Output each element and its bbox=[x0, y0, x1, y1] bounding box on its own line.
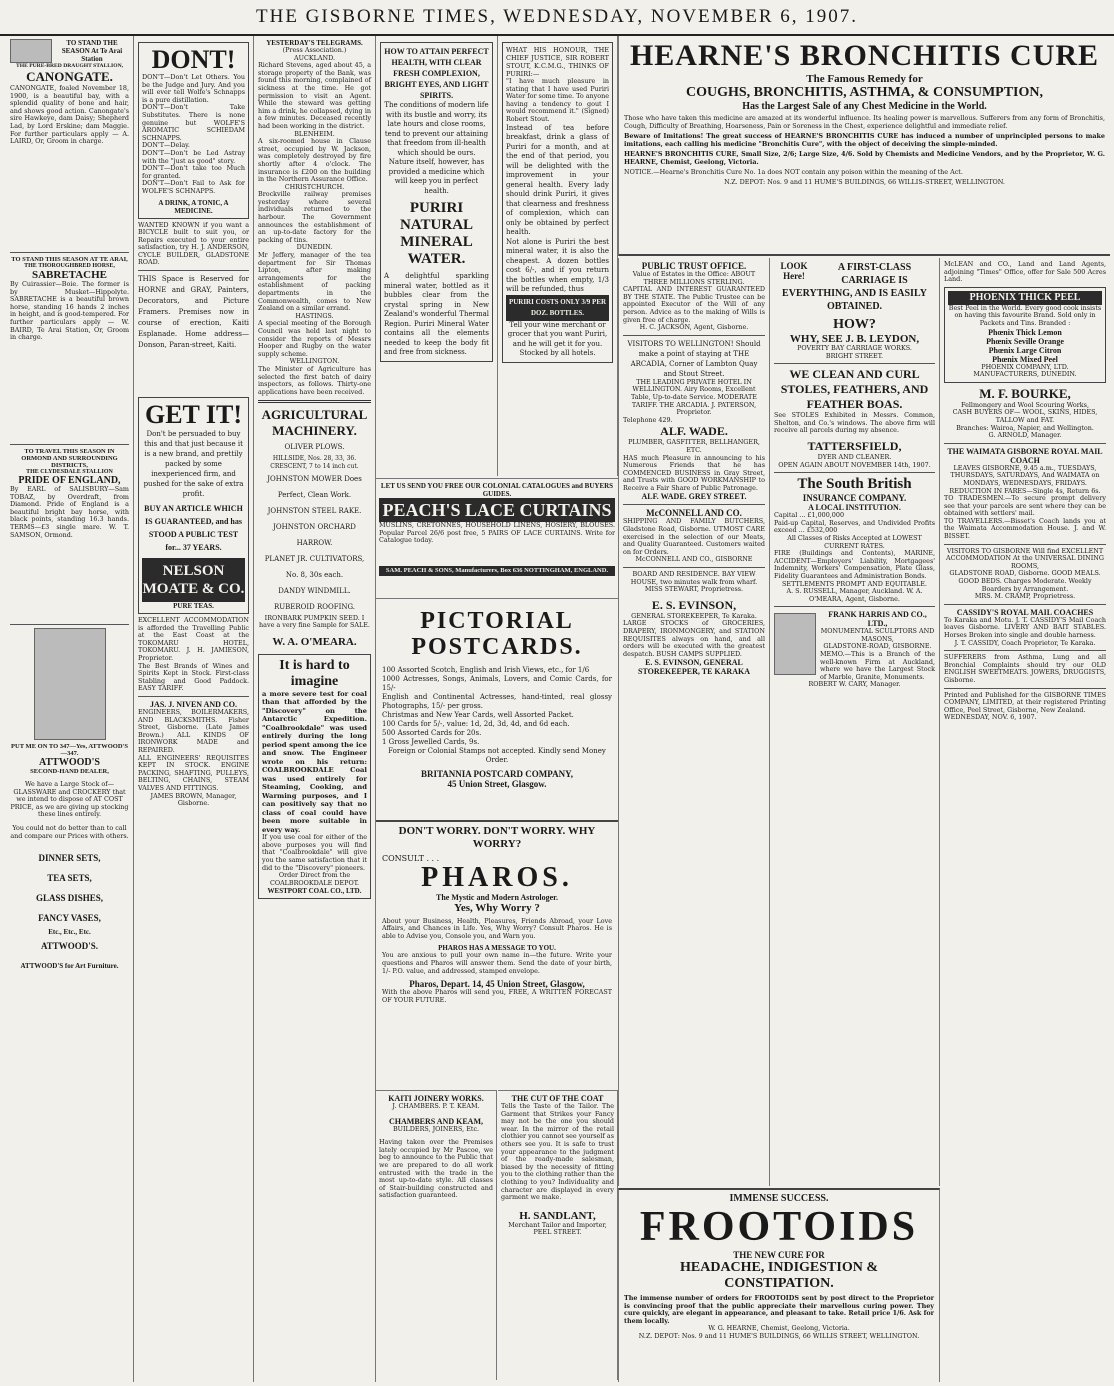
pharos-worry: DON'T WORRY. DON'T WORRY. WHY WORRY? bbox=[398, 825, 596, 850]
hearne-sizes: HEARNE'S BRONCHITIS CURE, Small Size, 2/6; Large Size, 4/6. Sold by Chemists and Medicine Vendors, and by the Proprietor, W. G. HEARNE, Chemist, Geelong, Victoria. bbox=[624, 150, 1105, 166]
postcard-ad bbox=[376, 598, 618, 798]
kaiti-body: Having taken over the Premises lately occupied by Mr Pascoe, we beg to announce to the Public that we are prepared to do all work entrusted with the trade in the most up-to-date style. All classes of Stair-building constructed and satisfaction guaranteed. bbox=[379, 1138, 493, 1200]
pharos-body: About your Business, Health, Pleasures, Friends Abroad, your Love Affairs, and Chances in Life. Yes, Why Worry? Consult Pharos. He is able to Advise you, Console you, and Warn you. bbox=[382, 916, 612, 940]
peach-title: PEACH'S LACE CURTAINS bbox=[379, 498, 615, 522]
evinson-title: E. S. EVINSON, bbox=[651, 597, 737, 612]
horse-body: CANONGATE, foaled November 18, 1900, is a beautiful bay, with a splendid quality of bone and hair, and shows good action. Canongate's sire Hawkeye, dam Daisy; Shepherd Lad, by Lord Erskine; dam Maggie. For further particulars apply — A. LAIRD, Or, Groom in charge. bbox=[10, 85, 129, 146]
printed-notice: Printed and Published for the GISBORNE TIMES COMPANY, LIMITED, at their registered Printing Office, Peel Street, Gisborne, New Zealand. bbox=[944, 690, 1106, 714]
list-item: ATTWOOD'S. bbox=[40, 941, 99, 952]
list-item: DON'T—Don't Fail to Ask for WOLFE'S SCHNAPPS. bbox=[142, 179, 245, 195]
list-item: 1 Gross Jewelled Cards, 9s. bbox=[382, 738, 480, 746]
list-item: 1000 Actresses, Songs, Animals, Lovers, and Comic Cards, for 15/- bbox=[382, 675, 612, 692]
cassidy-title: CASSIDY'S ROYAL MAIL COACHES bbox=[956, 607, 1094, 617]
kaiti-firm-sub: BUILDERS, JOINERS, Etc. bbox=[392, 1124, 480, 1133]
divider bbox=[623, 335, 765, 336]
column-7 bbox=[770, 258, 940, 1186]
niven-title: JAS. J. NIVEN AND CO. bbox=[150, 700, 237, 709]
phoenix-title: PHOENIX THICK PEEL bbox=[948, 291, 1102, 305]
list-item: 500 Assorted Cards for 20s. bbox=[382, 729, 482, 737]
mcconnell-body: SHIPPING AND FAMILY BUTCHERS, Gladstone Road, Gisborne. UTMOST CARE exercised in the selection of our Meats, and Quality Guaranteed. Customers waited on for Orders. bbox=[623, 517, 765, 556]
visitors-ad: VISITORS TO WELLINGTON! Should make a point of staying at THE ARCADIA, Corner of Lambton Quay and Stout Street. bbox=[627, 339, 761, 378]
divider bbox=[944, 544, 1106, 545]
masthead: THE GISBORNE TIMES, WEDNESDAY, NOVEMBER 6, 1907. bbox=[0, 0, 1114, 36]
insurance-capital: Capital ... £1,000,000 bbox=[774, 511, 845, 520]
frootoids-body: The immense number of orders for FROOTOIDS sent by post direct to the Proprietor is convincing proof that the public appreciate their marvellous curing power. They cure quickly, are elegant in appearance, and pleasant to take. Retail price 1/6. Ask for them locally. bbox=[624, 1294, 934, 1325]
wade-title: ALF. WADE. bbox=[660, 424, 728, 439]
pharos-address-tail: With the above Pharos will send you, FREE, A WRITTEN FORECAST OF YOUR FUTURE. bbox=[382, 988, 612, 1004]
list-item: DINNER SETS, bbox=[38, 853, 101, 864]
atwood-slogan: PUT ME ON TO 347—Yes, ATTWOOD'S—347. bbox=[11, 743, 128, 757]
list-item: TEA SETS, bbox=[47, 873, 92, 884]
horse-body: By EARL of SALISBURY—Sam TOBAZ, by Overdraft, from Diamond. Pride of England is a beautiful bright bay horse, with black points, standing 16.3 hands. TERMS—£3 single mare. W. T. SAMSON, Ormond. bbox=[10, 486, 129, 539]
insurance-body: FIRE (Buildings and Contents), MARINE, ACCIDENT—Employers' Liability, Mortgagees' Indemnity, Workers' Compensation, Plate Glass, Fidelity Guarantees and Administration Bonds. bbox=[774, 549, 935, 580]
postcard-title: PICTORIAL POSTCARDS. bbox=[411, 608, 583, 660]
divider bbox=[10, 624, 129, 625]
column-4 bbox=[376, 36, 498, 476]
column-3 bbox=[254, 36, 376, 1382]
divider bbox=[944, 443, 1106, 444]
coach-title: THE WAIMATA GISBORNE ROYAL MAIL COACH bbox=[947, 446, 1103, 465]
leydon-title: WHY, SEE J. B. LEYDON, bbox=[789, 333, 920, 345]
list-item: Foreign or Colonial Stamps not accepted. Kindly send Money Order. bbox=[388, 747, 606, 764]
carriage-ad: A FIRST-CLASS CARRIAGE IS EVERYTHING, AND IS EASILY OBTAINED. bbox=[782, 262, 927, 312]
horse-subtitle: THE PURE-BRED DRAUGHT STALLION, bbox=[15, 63, 124, 69]
horse-subtitle: THE THOROUGHBRED HORSE, bbox=[24, 263, 115, 269]
place-heading: DUNEDIN. bbox=[296, 243, 333, 252]
hearne-depot: N.Z. DEPOT: Nos. 9 and 11 HUME'S BUILDINGS, 66 WILLIS-STREET, WELLINGTON. bbox=[724, 178, 1005, 187]
news-item: A six-roomed house in Clause street, occupied by W. Jackson, was completely destroyed by fire shortly after 4 o'clock. The insurance is £200 on the building in the Northern Assurance Office. bbox=[258, 137, 371, 184]
honour-body: "I have much pleasure in stating that I have used Puriri Water for some time. To anyone having a tendency to gout I would recommend it." (Signed) Robert Stout. bbox=[506, 77, 610, 123]
leydon-sub: POVERTY BAY CARRIAGE WORKS. bbox=[797, 344, 912, 352]
getit-title: GET IT! bbox=[144, 400, 243, 430]
harris-street: GLADSTONE-ROAD, GISBORNE. bbox=[823, 642, 932, 651]
hearne-ad bbox=[618, 36, 1110, 256]
peach-body: MUSLINS, CRETONNES, HOUSEHOLD LINENS, HOSIERY, BLOUSES. Popular Parcel 26/6 post free, 5 PAIRS OF LACE CURTAINS. Write for Catalogue today. bbox=[379, 522, 615, 545]
list-item: Phœnix Thick Lemon bbox=[988, 327, 1062, 337]
costs-tail: Tell your wine merchant or grocer that you want Puriri, and he will get it for you. Stocked by all hotels. bbox=[507, 320, 608, 358]
pharos-title: PHAROS. bbox=[421, 861, 573, 893]
frootoids-immense: IMMENSE SUCCESS. bbox=[729, 1193, 829, 1204]
hotel-more: The Best Brands of Wines and Spirits Kept in Stock. First-class Stabling and Good Paddock. EASY TARIFF. bbox=[138, 661, 249, 693]
ag-title: AGRICULTURAL MACHINERY. bbox=[261, 407, 368, 439]
tattersfield-title: TATTERSFIELD, bbox=[807, 438, 902, 453]
evinson-footer: E. S. EVINSON, GENERAL STOREKEEPER, TE KARAKA bbox=[638, 658, 750, 677]
hearne-body: Those who have taken this medicine are amazed at its wonderful influence. Its healing power is marvellous. Sufferers from any form of Bronchitis, Cough, Difficulty of Breathing, Hoarseness, Pain or Soreness in the Chest, experience delightful and immediate relief. bbox=[624, 114, 1105, 130]
list-item: DON'T—Don't Take Substitutes. There is none genuine but WOLFE'S AROMATIC SCHIEDAM SCHNAPPS. bbox=[142, 103, 245, 142]
list-item: JOHNSTON STEEL RAKE. bbox=[267, 506, 362, 515]
list-item: English and Continental Actresses, hand-tinted, real glossy Photographs, 15/- per gross. bbox=[382, 693, 612, 710]
list-item: OLIVER PLOWS. bbox=[284, 443, 345, 452]
divider bbox=[138, 696, 249, 697]
trust-footer: H. C. JACKSON, Agent, Gisborne. bbox=[639, 323, 749, 332]
dealer-illustration bbox=[34, 628, 106, 740]
phoenix-footer: PHOENIX COMPANY, LTD. MANUFACTURERS, DUNEDIN. bbox=[973, 362, 1077, 379]
travel-notice: TO TRAVEL THIS SEASON IN ORMOND AND SURROUNDING DISTRICTS, bbox=[21, 448, 118, 469]
postcard-address: 45 Union Street, Glasgow. bbox=[447, 779, 547, 789]
divider bbox=[623, 567, 765, 568]
horse-title: SABRETACHE bbox=[32, 269, 107, 281]
imagine-tail: If you use coal for either of the above purposes you will find that "Coalbrookdale" will give you the same satisfaction that it did to the "Discovery" pioneers. bbox=[262, 833, 367, 872]
asthma-ad: SUFFERERS from Asthma, Lung and all Bronchial Complaints should try our OLD ENGLISH SWEETMEATS. JOWERS, DRUGGISTS, Gisborne. bbox=[944, 653, 1106, 684]
peach-footer: SAM. PEACH & SONS, Manufacturers, Box 636 NOTTINGHAM, ENGLAND. bbox=[379, 566, 615, 576]
place-heading: HASTINGS. bbox=[295, 311, 334, 320]
divider bbox=[10, 444, 129, 445]
news-item: Brockville railway premises yesterday where several individuals returned to the harbour. The Government announces the establishment of an up-to-date factory for the packing of tins. bbox=[258, 190, 371, 244]
trust-value: Value of Estates in the Office: ABOUT THREE MILLIONS STERLING. bbox=[632, 270, 756, 286]
divider bbox=[774, 472, 935, 473]
telephone: Telephone 429. bbox=[623, 415, 673, 424]
pharos-ad bbox=[376, 820, 618, 1068]
puriri-head: HOW TO ATTAIN PERFECT HEALTH, WITH CLEAR FRESH COMPLEXION, BRIGHT EYES, AND LIGHT SPIRITS. bbox=[384, 47, 489, 100]
bourke-title: M. F. BOURKE, bbox=[979, 385, 1071, 401]
hearne-title: HEARNE'S BRONCHITIS CURE bbox=[629, 39, 1100, 72]
list-item: JOHNSTON MOWER Does Perfect, Clean Work. bbox=[267, 474, 362, 499]
horse-title: PRIDE OF ENGLAND, bbox=[18, 475, 121, 486]
tailor-name: H. SANDLANT, bbox=[519, 1209, 596, 1222]
dining-body: GLADSTONE ROAD, Gisborne. GOOD MEALS. GOOD BEDS. Charges Moderate. Weekly Boarders by Arrangement. bbox=[949, 569, 1101, 593]
frootoids-ad bbox=[618, 1188, 940, 1382]
mcconnell-title: McCONNELL AND CO. bbox=[646, 508, 742, 519]
list-item: PLANET JR. CULTIVATORS, No. 8, 30s each. bbox=[264, 554, 365, 579]
dining-footer: MRS. M. CRAMP, Proprietress. bbox=[974, 592, 1076, 601]
board-ad: BOARD AND RESIDENCE. BAY VIEW HOUSE, two minutes walk from wharf. MISS STEWART, Proprietress. bbox=[630, 570, 758, 594]
column-2 bbox=[134, 36, 254, 1382]
column-6 bbox=[618, 258, 770, 1186]
stand-notice: TO STAND THE SEASON At Te Arai Station bbox=[61, 39, 123, 63]
postcard-company: BRITANNIA POSTCARD COMPANY, bbox=[420, 769, 574, 779]
list-item: DON'T—Don't Let Others. You be the Judge and Jury. And you will ever tell Wolfe's Schnapps is a pure distillation. bbox=[142, 73, 245, 104]
place-heading: BLENHEIM. bbox=[294, 129, 335, 138]
puriri-tail: A delightful sparkling mineral water, bottled as it bubbles clear from the crystal spring in New Zealand's wonderful Thermal Region. Puriri Mineral Water contains all the elements needed to keep the body fit and free from sickness. bbox=[384, 272, 489, 356]
divider bbox=[774, 363, 935, 364]
place-heading: AUCKLAND. bbox=[293, 53, 336, 62]
dont-footer: A DRINK, A TONIC, A MEDICINE. bbox=[158, 198, 229, 215]
nelson-sub: PURE TEAS. bbox=[173, 602, 214, 611]
harris-sub: MONUMENTAL SCULPTORS AND MASONS, bbox=[820, 627, 935, 643]
insurance-paidup: Paid-up Capital, Reserves, and Undivided Profits exceed ... £532,000 bbox=[774, 518, 935, 535]
tattersfield-open: OPEN AGAIN ABOUT NOVEMBER 14th, 1907. bbox=[778, 460, 931, 469]
hotel-ad: EXCELLENT ACCOMMODATION is afforded the Travelling Public at the East Coast at the TOKOMARU HOTEL, TOKOMARU. J. H. JAMIESON, Proprietor. bbox=[138, 616, 249, 663]
divider bbox=[944, 688, 1106, 689]
tattersfield-sub: DYER AND CLEANER. bbox=[817, 452, 892, 461]
bourke-manager: G. ARNOLD, Manager. bbox=[988, 431, 1062, 440]
frootoids-cure: HEADACHE, INDIGESTION & CONSTIPATION. bbox=[680, 1260, 878, 1291]
mclean-ad: McLEAN and CO., Land and Land Agents, adjoining "Times" Office, offer for Sale 500 Acres Land. bbox=[944, 260, 1106, 284]
column-1 bbox=[6, 36, 134, 1382]
list-item: Phœnix Seville Orange bbox=[986, 336, 1064, 346]
nelson-logo: NELSON MOATE & CO. bbox=[142, 558, 245, 602]
pharos-subtitle: The Mystic and Modern Astrologer. bbox=[436, 892, 558, 902]
column-5 bbox=[498, 36, 618, 476]
mcconnell-footer: McCONNELL AND CO., GISBORNE bbox=[635, 555, 753, 564]
evinson-sub: GENERAL STOREKEEPER, Te Karaka. bbox=[631, 611, 757, 620]
puriri-costs: PURIRI COSTS ONLY 3/9 PER DOZ. BOTTLES. bbox=[506, 295, 609, 321]
horse-icon bbox=[10, 39, 52, 63]
list-item: Phœnix Mixed Peel bbox=[992, 354, 1058, 364]
honour-tail2: Not alone is Puriri the best mineral water, it is also the cheapest. A dozen bottles cost 6/-, and if you return the bottles when empty, 1/3 will be refunded, thus bbox=[506, 237, 609, 294]
list-item: 100 Assorted Scotch, English and Irish Views, etc., for 1/6 bbox=[382, 666, 590, 674]
phoenix-body: Best Peel in the World. Every good cook insists on having this favourite Brand. Sold only in Packets and Tins. Branded : bbox=[948, 303, 1102, 327]
atwood-call: You could not do better than to call and compare our Prices with others. bbox=[10, 823, 129, 840]
insurance-managers: A. S. RUSSELL, Manager, Auckland. W. A. O'MEARA, Agent, Gisborne. bbox=[786, 587, 923, 603]
issue-date: WEDNESDAY, NOV. 6, 1907. bbox=[944, 713, 1037, 722]
painters-ad: THIS Space is Reserved for HORNE and GRAY, Painters, Decorators, and Picture Framers. Premises now in course of erection, Kaiti Esplanade. Home address—Donson, Paran-street, Kaiti. bbox=[138, 275, 249, 350]
tradesmen-notice: TO TRADESMEN.—To secure prompt delivery see that your parcels are sent where they can be obtained with settlers' mail. bbox=[944, 494, 1106, 518]
bourke-sub: Fellmongery and Wool Scouring Works, bbox=[961, 400, 1089, 409]
insurance-risks: All Classes of Risks Accepted at LOWEST CURRENT RATES. bbox=[787, 533, 922, 550]
imagine-order: Order Direct from the COALBROOKDALE DEPOT. bbox=[269, 871, 360, 887]
frootoids-depot: N.Z. DEPOT: Nos. 9 and 11 HUME'S BUILDINGS, 66 WILLIS STREET, WELLINGTON. bbox=[638, 1331, 920, 1340]
honour-tail: Instead of tea before breakfast, drink a glass of Puriri for a month, and at the end of that period, you will be delighted with the improvement in your general health. Every lady should drink Puriri, it gives that clearness and freshness of complexion, which can only be obtained by perfect health. bbox=[506, 123, 609, 237]
list-item: Christmas and New Year Cards, well Assorted Packet. bbox=[382, 711, 574, 719]
list-item: FANCY VASES, bbox=[38, 913, 101, 924]
wade-trades: PLUMBER, GASFITTER, BELLHANGER, ETC. bbox=[628, 438, 760, 454]
pharos-msg-body: You are anxious to pull your own name in—the future. Write your questions and Pharos will answer them. Send the date of your birth, 1/- P.O. value, and addressed, stamped envelope. bbox=[382, 951, 612, 975]
how-label: HOW? bbox=[833, 317, 876, 332]
telegrams-title: YESTERDAY'S TELEGRAMS. bbox=[266, 39, 363, 47]
insurance-settle: SETTLEMENTS PROMPT AND EQUITABLE. bbox=[782, 579, 927, 588]
insurance-local: A LOCAL INSTITUTION. bbox=[808, 503, 901, 513]
imagine-body: a more severe test for coal than that afforded by the "Discovery" on the Antarctic Expedition. "Coalbrookdale" was used entirely during the long period spent among the ice and snow. The Engineer wrote on his return: COALBROOKDALE Coal was used entirely for Steaming, Cooking, and Warming purposes, and I can positively say that no class of coal could have been more suitable in every way. bbox=[262, 689, 367, 834]
frootoids-sub: THE NEW CURE FOR bbox=[733, 1250, 825, 1260]
bourke-branches: Branches: Wairoa, Napier, and Wellington. bbox=[956, 423, 1094, 432]
horse-subtitle: THE CLYDESDALE STALLION bbox=[26, 469, 113, 475]
frootoids-title: FROOTOIDS bbox=[639, 1204, 919, 1250]
phoenix-ad bbox=[944, 287, 1106, 383]
list-item: DON'T—Don't take too Much for granted. bbox=[142, 164, 245, 180]
monument-illustration bbox=[774, 613, 816, 675]
tailor-sub: Merchant Tailor and Importer, bbox=[508, 1220, 607, 1229]
place-heading: WELLINGTON. bbox=[289, 357, 340, 366]
peach-top: LET US SEND YOU FREE OUR COLONIAL CATALOGUES and BUYERS GUIDES. bbox=[380, 482, 614, 498]
atwood-footer: ATTWOOD'S for Art Furniture. bbox=[20, 962, 119, 971]
niven-stock: ALL ENGINEERS' REQUISITES KEPT IN STOCK. ENGINE PACKING, SHAFTING, PULLEYS, BELTING, CHAINS, STEAM VALVES AND FITTINGS. bbox=[138, 753, 249, 792]
insurance-title: The South British bbox=[797, 476, 912, 493]
list-item: 100 Cards for 5/-, value: 1d, 2d, 3d, 4d, and 6d each. bbox=[382, 720, 570, 728]
stoles-body: See STOLES Exhibited in Messrs. Common, Shelton, and Co.'s windows. The above firm will receive all parcels during my absence. bbox=[774, 411, 935, 435]
news-item: Mr Jeffery, manager of the tea department for Sir Thomas Lipton, after making arrangements for the establishment of packing departments in the Commonwealth, comes to New Zealand on a similar errand. bbox=[258, 251, 371, 313]
kaiti-title: KAITI JOINERY WORKS. bbox=[388, 1094, 484, 1103]
coal-ad bbox=[258, 654, 371, 900]
kaiti-names: J. CHAMBERS. P. T. KEAM. bbox=[392, 1102, 480, 1110]
divider bbox=[944, 604, 1106, 605]
tailor-title: THE CUT OF THE COAT bbox=[511, 1094, 604, 1103]
news-item: The Minister of Agriculture has selected the first batch of dairy inspectors, as follows. Thirty-one applications have been received. bbox=[258, 364, 371, 396]
look-label: LOOK Here! bbox=[780, 261, 808, 281]
evinson-body: LARGE STOCKS of GROCERIES, DRAPERY, IRONMONGERY, and STATION REQUISITES always on hand, and all orders will be executed with the greatest despatch. BUSH CAMPS SUPPLIED. bbox=[623, 619, 765, 658]
harris-body: MEMO.—This is a Branch of the well-known Firm at Auckland, where we have the Largest Stock of Marble, Granite, Monuments. bbox=[820, 650, 935, 681]
horse-body: By Cuirassier—Boie. The former is by Musket—Hippolyte. SABRETACHE is a beautiful brown horse, standing 16 hands 2 inches in height, and is good-tempered. For further particulars apply — W. BAIRD, Te Arai Station, Or, Groom in charge. bbox=[10, 281, 129, 342]
news-item: Richard Stevens, aged about 45, a storage property of the Bank, was found this morning, complained of sickness at the time. He got permission to visit an Agent. While the steward was getting him a drink, he collapsed, dying in a few minutes. Deceased recently had been working in the district. bbox=[258, 61, 371, 130]
imagine-footer: WESTPORT COAL CO., LTD. bbox=[267, 887, 362, 896]
dont-title: DONT! bbox=[151, 45, 236, 74]
stand-notice: TO STAND THIS SEASON AT TE ARAI, bbox=[11, 256, 128, 263]
hearne-sub: The Famous Remedy for bbox=[806, 73, 923, 85]
imagine-title: It is hard to imagine bbox=[279, 657, 350, 689]
hearne-notice: NOTICE.—Hearne's Bronchitis Cure No. 1a does NOT contain any poison within the meaning of the Act. bbox=[624, 167, 963, 176]
list-item: DON'T—Don't be Led Astray with the "just as good" story. bbox=[142, 148, 245, 165]
tailor-body: Tells the Taste of the Tailor. The Garment that Strikes your Fancy may not be the one you should wear. In the mirror of the retail clothier you cannot see yourself as others see you. It is safe to trust your appearance to the judgment of the ready-made salesman, biased by the necessity of fitting you to the clothing rather than the clothing to you? Individuality and character are displayed in every garment we make. bbox=[501, 1102, 614, 1202]
wade-footer: ALF. WADE. GREY STREET. bbox=[641, 492, 747, 502]
list-item: Phœnix Large Citron bbox=[988, 345, 1062, 355]
list-item: JOHNSTON ORCHARD HARROW. bbox=[273, 522, 356, 547]
telegrams-source: (Press Association.) bbox=[282, 46, 347, 54]
pharos-consult: CONSULT . . . bbox=[382, 854, 440, 863]
tailor-ad bbox=[498, 1090, 618, 1380]
stoles-ad: WE CLEAN AND CURL STOLES, FEATHERS, AND FEATHER BOAS. bbox=[780, 367, 929, 412]
divider bbox=[944, 650, 1106, 651]
place-heading: CHRISTCHURCH. bbox=[284, 182, 345, 191]
niven-footer: JAMES BROWN, Manager, Gisborne. bbox=[150, 791, 237, 808]
pharos-yes: Yes, Why Worry ? bbox=[454, 901, 540, 914]
hearne-largest: Has the Largest Sale of any Chest Medicine in the World. bbox=[742, 101, 987, 112]
coach-body: LEAVES GISBORNE, 9.45 a.m., TUESDAYS, THURSDAYS, SATURDAYS, And WAIMATA on MONDAYS, WEDNESDAYS, FRIDAYS. bbox=[950, 463, 1100, 487]
bicycle-ad: WANTED KNOWN if you want a BICYCLE built to suit you, or Repairs executed to your entire satisfaction, try H. J. ANDERSON, CYCLE BUILDER, GLADSTONE ROAD. bbox=[138, 220, 249, 267]
frootoids-proprietor: W. G. HEARNE, Chemist, Geelong, Victoria. bbox=[708, 1324, 850, 1333]
arcadia-ad: THE LEADING PRIVATE HOTEL IN WELLINGTON. Airy Rooms, Excellent Table, Up-to-date Service. MODERATE TARIFF. THE ARCADIA. J. PATERSON, Proprietor. bbox=[631, 377, 757, 417]
hearne-diseases: COUGHS, BRONCHITIS, ASTHMA, & CONSUMPTION, bbox=[685, 85, 1044, 100]
schnapps-ad bbox=[138, 42, 249, 219]
list-item: HILLSIDE, Nos. 28, 33, 36. CRESCENT, 7 to 14 inch cut. bbox=[270, 455, 359, 470]
list-item: DON'T—Delay. bbox=[142, 141, 190, 150]
puriri-testimonial bbox=[502, 42, 613, 363]
trust-body: CAPITAL AND INTEREST GUARANTEED BY THE STATE. The Public Trustee can be appointed Executor of the Will of any person. Advice as to the making of Wills is given free of charge. bbox=[623, 285, 765, 324]
atwood-body: We have a Large Stock of— GLASSWARE and CROCKERY that we intend to dispose of AT COST PRICE, as we are giving up stocking these lines entirely. bbox=[10, 780, 129, 819]
divider bbox=[774, 606, 935, 607]
coach-fares: REDUCTION IN FARES—Single 4s, Return 6s. bbox=[949, 486, 1101, 495]
divider bbox=[10, 252, 129, 253]
list-item: GLASS DISHES, bbox=[35, 893, 104, 904]
cassidy-footer: J. T. CASSIDY, Coach Proprietor, Te Karaka. bbox=[954, 638, 1096, 647]
list-item: DANDY WINDMILL. bbox=[278, 586, 351, 595]
atwood-subtitle: SECOND-HAND DEALER, bbox=[30, 768, 109, 775]
list-item: RUBEROID ROOFING. bbox=[273, 602, 356, 611]
divider bbox=[623, 504, 765, 505]
travellers-notice: TO TRAVELLERS.—Bisset's Coach lands you at the Waimata Accommodation House. J. and W. BISSET. bbox=[944, 516, 1106, 541]
harris-footer: ROBERT W. CARY, Manager. bbox=[808, 680, 901, 689]
insurance-sub: INSURANCE COMPANY. bbox=[802, 493, 907, 504]
harris-title: FRANK HARRIS AND CO., LTD., bbox=[828, 610, 927, 629]
kaiti-firm: CHAMBERS AND KEAM, bbox=[388, 1116, 483, 1126]
bourke-cash: CASH BUYERS OF— WOOL, SKINS, HIDES, TALLOW and FAT. bbox=[952, 408, 1098, 424]
puriri-title: PURIRI NATURAL MINERAL WATER. bbox=[399, 200, 474, 267]
puriri-body: The conditions of modern life with its bustle and worry, its late hours and close rooms, tend to prevent our attaining that freedom from ill-health which should be ours. Nature itself, however, has provided a medicine which will keep you in perfect health. bbox=[384, 101, 489, 195]
wade-body: HAS much Pleasure in announcing to his Numerous Friends that he has COMMENCED BUSINESS in Gray Street, and Trusts with GOOD WORKMANSHIP to Receive a Fair Share of Public Patronage. bbox=[623, 453, 765, 492]
getit-body: Don't be persuaded to buy this and that just because it is a new brand, and prettily packed by some inexperienced firm, and pushed for the sake of extra profit. bbox=[143, 430, 244, 499]
dining-title: VISITORS TO GISBORNE Will find EXCELLENT ACCOMMODATION At the UNIVERSAL DINING ROOMS, bbox=[946, 546, 1104, 570]
list-item: Etc., Etc., Etc. bbox=[48, 928, 91, 937]
leydon-street: BRIGHT STREET. bbox=[825, 351, 884, 360]
puriri-ad bbox=[380, 42, 493, 362]
tea-ad bbox=[138, 397, 249, 614]
trust-title: PUBLIC TRUST OFFICE. bbox=[641, 261, 747, 271]
peach-ad bbox=[376, 478, 618, 598]
getit-buy: BUY AN ARTICLE WHICH IS GUARANTEED, and has STOOD A PUBLIC TEST for... 37 YEARS. bbox=[144, 504, 243, 553]
column-8 bbox=[940, 258, 1110, 1382]
pharos-message: PHAROS HAS A MESSAGE TO YOU. bbox=[438, 944, 556, 953]
news-item: A special meeting of the Borough Council was held last night to consider the reports of Messrs Hooper and Rugby on the water supply scheme. bbox=[258, 319, 371, 358]
kaiti-ad bbox=[376, 1090, 497, 1380]
ag-footer: W. A. O'MEARA. bbox=[272, 635, 357, 648]
divider bbox=[258, 400, 371, 403]
divider bbox=[138, 270, 249, 271]
cassidy-body: To Karaka and Motu. J. T. CASSIDY'S Mail Coach leaves Gisborne. LIVERY AND BAIT STABLES. Horses Broken into single and double harness. bbox=[944, 615, 1106, 639]
niven-body: ENGINEERS, BOILERMAKERS, AND BLACKSMITHS. Fisher Street, Gisborne. (Late James Brown.) ALL KINDS OF IRONWORK MADE and REPAIRED. bbox=[138, 708, 249, 754]
pharos-address: Pharos, Depart. 14, 45 Union Street, Glasgow, bbox=[409, 979, 585, 990]
tailor-street: PEEL STREET. bbox=[533, 1228, 582, 1237]
horse-title: CANONGATE. bbox=[26, 69, 113, 84]
hearne-beware: Beware of Imitations! The great success of HEARNE'S BRONCHITIS CURE has induced a number of unprincipled persons to make imitations, each calling his medicine "Bronchitis Cure", with the object of deceiving the simple-minded. bbox=[624, 132, 1105, 148]
atwood-name: ATTWOOD'S bbox=[39, 757, 100, 768]
honour-head: WHAT HIS HONOUR, THE CHIEF JUSTICE, SIR ROBERT STOUT, K.C.M.G., THINKS OF PURIRI:— bbox=[506, 46, 609, 78]
list-item: IRONBARK PUMPKIN SEED. I have a very fine Sample for SALE. bbox=[259, 613, 370, 630]
